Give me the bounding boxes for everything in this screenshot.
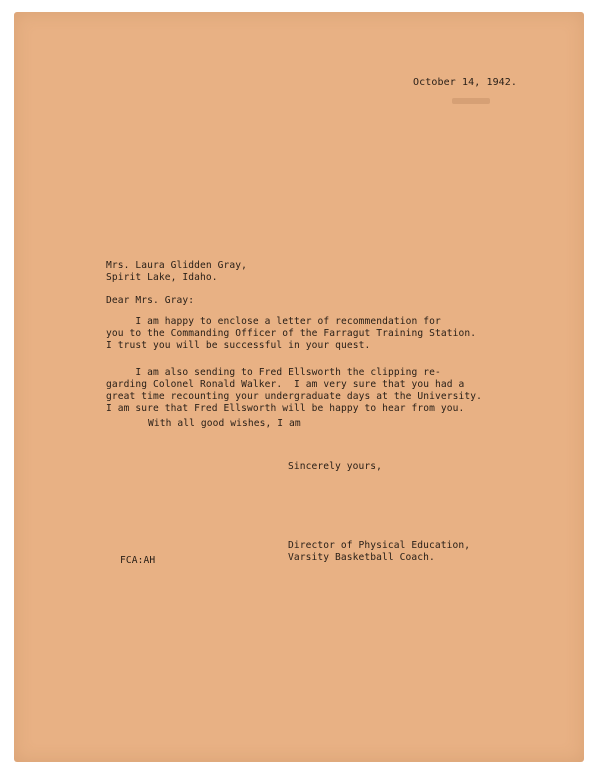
body-line: I am sure that Fred Ellsworth will be happy to hear from you. (106, 403, 465, 414)
signature-block (288, 540, 470, 564)
faded-mark (452, 98, 490, 104)
reference-initials: FCA:AH (120, 555, 156, 566)
body-line: I am happy to enclose a letter of recommendation for (106, 316, 441, 327)
body-paragraph-2 (106, 367, 482, 415)
salutation: Dear Mrs. Gray: (106, 295, 195, 306)
body-line: I trust you will be successful in your quest. (106, 340, 371, 351)
body-line: garding Colonel Ronald Walker. I am very sure that you had a (106, 379, 465, 390)
body-line: great time recounting your undergraduate days at the University. (106, 391, 483, 402)
body-line: you to the Commanding Officer of the Farragut Training Station. (106, 328, 477, 339)
complimentary-close: Sincerely yours, (288, 461, 383, 472)
letter-date: October 14, 1942. (413, 77, 518, 88)
address-line: Spirit Lake, Idaho. (106, 272, 218, 283)
body-line: I am also sending to Fred Ellsworth the clipping re- (106, 367, 441, 378)
signature-line: Varsity Basketball Coach. (288, 552, 435, 563)
body-paragraph-1 (106, 316, 476, 352)
closing-line: With all good wishes, I am (148, 418, 301, 429)
address-line: Mrs. Laura Glidden Gray, (106, 260, 248, 271)
signature-line: Director of Physical Education, (288, 540, 471, 551)
inside-address (106, 260, 247, 284)
